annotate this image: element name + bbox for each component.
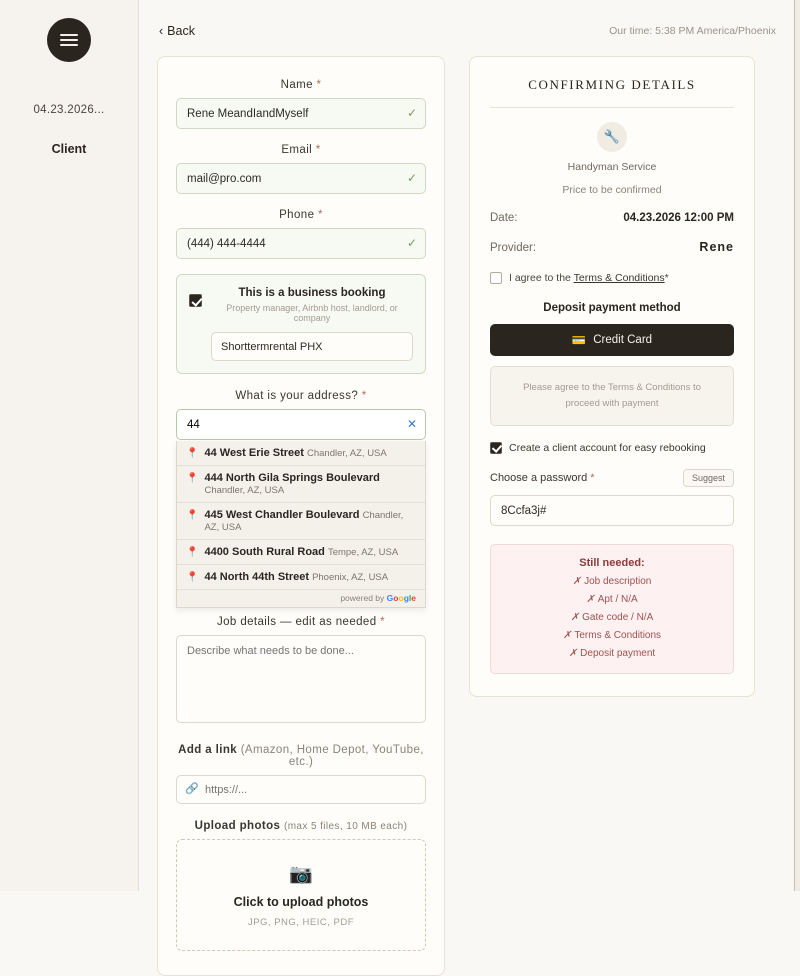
add-link-hint: (Amazon, Home Depot, YouTube, etc.): [240, 744, 424, 768]
phone-label-text: Phone: [279, 209, 315, 221]
email-label: [176, 144, 426, 156]
rail-role: Client: [51, 142, 87, 156]
add-link-label: [176, 744, 426, 768]
missing-marker-icon: ✗: [572, 576, 582, 588]
address-field-wrap: [176, 409, 426, 603]
main-content: [139, 0, 800, 928]
back-button[interactable]: [159, 24, 195, 38]
terms-link[interactable]: Terms & Conditions: [573, 272, 665, 284]
name-required-marker: *: [316, 79, 322, 91]
google-logo: Google: [386, 593, 416, 603]
payment-blocked-notice: Please agree to the Terms & Conditions to proceed with payment: [490, 366, 734, 426]
list-item: [501, 576, 723, 587]
price-note: Price to be confirmed: [562, 184, 662, 196]
suggestion-number: 444: [204, 472, 223, 484]
missing-marker-icon: ✗: [586, 594, 595, 606]
suggestion-street: West Erie Street: [216, 447, 304, 459]
still-needed-item-text: Job description: [584, 576, 652, 588]
service-block: [490, 122, 734, 196]
suggestion-street: West Chandler Boulevard: [222, 509, 360, 521]
terms-prefix: I agree to the: [509, 272, 574, 284]
create-account-label: Create a client account for easy rebooking: [509, 442, 706, 455]
hamburger-icon: [60, 31, 78, 49]
rail-date: 04.23.2026...: [33, 104, 105, 116]
phone-required-marker: *: [317, 209, 323, 221]
password-row: [490, 469, 734, 487]
suggestion-region: Chandler, AZ, USA: [204, 485, 285, 496]
link-icon: 🔗: [185, 783, 199, 795]
suggestion-number: 44: [204, 571, 217, 583]
list-item: [501, 630, 723, 641]
terms-checkbox[interactable]: [490, 272, 502, 284]
still-needed-list: [501, 576, 723, 659]
name-input[interactable]: [176, 98, 426, 129]
right-edge-strip: [794, 0, 800, 891]
back-button-label: Back: [167, 24, 195, 38]
left-rail: [0, 0, 139, 891]
email-field-wrap: [176, 163, 426, 194]
booking-form-card: [157, 56, 445, 976]
provider-value: Rene: [699, 240, 734, 254]
wrench-icon: 🔧: [597, 122, 627, 152]
email-input[interactable]: [176, 163, 426, 194]
suggestion-street: North Gila Springs Boulevard: [222, 472, 380, 484]
list-item[interactable]: [177, 540, 425, 565]
name-valid-icon: ✓: [406, 106, 417, 120]
hamburger-menu-button[interactable]: [47, 18, 91, 62]
upload-photos-label-text: Upload photos: [194, 820, 281, 832]
still-needed-item-text: Deposit payment: [580, 648, 656, 660]
phone-field-wrap: [176, 228, 426, 259]
job-details-label: [176, 616, 426, 628]
list-item: [501, 648, 723, 659]
provider-label: Provider:: [490, 242, 537, 254]
email-required-marker: *: [315, 144, 321, 156]
chevron-left-icon: ‹: [159, 24, 164, 38]
business-booking-body: [211, 285, 413, 361]
map-pin-icon: 📍: [186, 448, 199, 459]
provider-row: [490, 240, 734, 254]
still-needed-title: Still needed:: [579, 557, 645, 570]
link-input[interactable]: [176, 775, 426, 804]
credit-card-button[interactable]: [490, 324, 734, 356]
dropzone-formats: JPG, PNG, HEIC, PDF: [247, 917, 355, 928]
phone-valid-icon: ✓: [406, 236, 417, 250]
phone-label: [176, 209, 426, 221]
name-label: [176, 79, 426, 91]
password-label: [490, 472, 595, 484]
create-account-checkbox[interactable]: [490, 442, 502, 454]
terms-agreement-row: [490, 272, 734, 284]
powered-by-google: [177, 590, 425, 607]
upload-photos-hint: (max 5 files, 10 MB each): [283, 821, 408, 832]
list-item[interactable]: [177, 503, 425, 540]
business-booking-box: [176, 274, 426, 374]
photo-dropzone[interactable]: [176, 839, 426, 951]
deposit-title: Deposit payment method: [543, 302, 681, 314]
job-details-required-marker: *: [380, 616, 386, 628]
suggestion-street: North 44th Street: [216, 571, 309, 583]
email-valid-icon: ✓: [406, 171, 417, 185]
camera-icon: 📷: [289, 864, 313, 885]
upload-photos-label: [176, 820, 426, 832]
date-value: 04.23.2026 12:00 PM: [623, 212, 734, 224]
job-details-label-text: Job details — edit as needed: [216, 616, 377, 628]
address-required-marker: *: [361, 390, 367, 402]
create-account-row: [490, 442, 734, 454]
name-field-wrap: [176, 98, 426, 129]
terms-required-marker: *: [664, 272, 669, 284]
map-pin-icon: 📍: [186, 572, 199, 583]
credit-card-label: Credit Card: [593, 334, 653, 346]
still-needed-item-text: Apt / N/A: [597, 594, 638, 606]
name-label-text: Name: [280, 79, 313, 91]
link-field-wrap: [176, 775, 426, 804]
suggestion-region: Phoenix, AZ, USA: [312, 572, 389, 583]
date-label: Date:: [490, 212, 518, 224]
address-clear-icon[interactable]: ✕: [406, 417, 417, 431]
powered-by-text: powered by: [340, 593, 385, 603]
credit-card-icon: 💳: [571, 335, 587, 347]
top-bar: [157, 16, 782, 46]
business-booking-subtitle: Property manager, Airbnb host, landlord, or company: [226, 303, 398, 323]
suggestion-region: Chandler, AZ, USA: [307, 448, 387, 459]
missing-marker-icon: ✗: [568, 648, 578, 660]
password-label-text: Choose a password: [490, 472, 588, 485]
columns: [157, 56, 782, 976]
service-name: Handyman Service: [567, 161, 657, 173]
dropzone-cta: Click to upload photos: [233, 895, 369, 909]
missing-marker-icon: ✗: [570, 612, 580, 624]
password-input[interactable]: [490, 495, 734, 526]
business-booking-title: This is a business booking: [238, 287, 386, 299]
suggestion-street: South Rural Road: [228, 546, 325, 558]
list-item[interactable]: [177, 466, 425, 503]
map-pin-icon: 📍: [186, 547, 199, 558]
map-pin-icon: 📍: [186, 473, 199, 484]
our-time-text: Our time: 5:38 PM America/Phoenix: [609, 25, 776, 37]
list-item[interactable]: [177, 441, 425, 466]
company-name-input[interactable]: [211, 332, 413, 361]
password-required-marker: *: [590, 472, 595, 485]
missing-marker-icon: ✗: [562, 630, 572, 642]
email-label-text: Email: [281, 144, 313, 156]
page-title: CONFIRMING DETAILS: [490, 77, 734, 108]
still-needed-panel: [490, 544, 734, 674]
address-label: [176, 390, 426, 402]
business-booking-checkbox[interactable]: [189, 294, 202, 307]
still-needed-item-text: Terms & Conditions: [574, 630, 662, 642]
suggest-password-button[interactable]: Suggest: [683, 469, 734, 487]
address-label-text: What is your address?: [235, 390, 359, 402]
suggestion-region: Tempe, AZ, USA: [327, 547, 399, 558]
suggestion-region: Chandler, AZ, USA: [204, 510, 404, 533]
job-details-textarea[interactable]: [176, 635, 426, 723]
confirming-details-card: [469, 56, 755, 697]
date-row: [490, 212, 734, 224]
suggestion-number: 4400: [204, 546, 229, 558]
still-needed-item-text: Gate code / N/A: [582, 612, 654, 624]
address-suggestions-list: [176, 441, 426, 608]
add-link-label-text: Add a link: [178, 744, 238, 756]
list-item: [501, 594, 723, 605]
suggestion-number: 445: [204, 509, 223, 521]
address-input[interactable]: [176, 409, 426, 440]
map-pin-icon: 📍: [186, 510, 199, 521]
suggestion-number: 44: [204, 447, 217, 459]
phone-input[interactable]: [176, 228, 426, 259]
list-item[interactable]: [177, 565, 425, 590]
list-item: [501, 612, 723, 623]
